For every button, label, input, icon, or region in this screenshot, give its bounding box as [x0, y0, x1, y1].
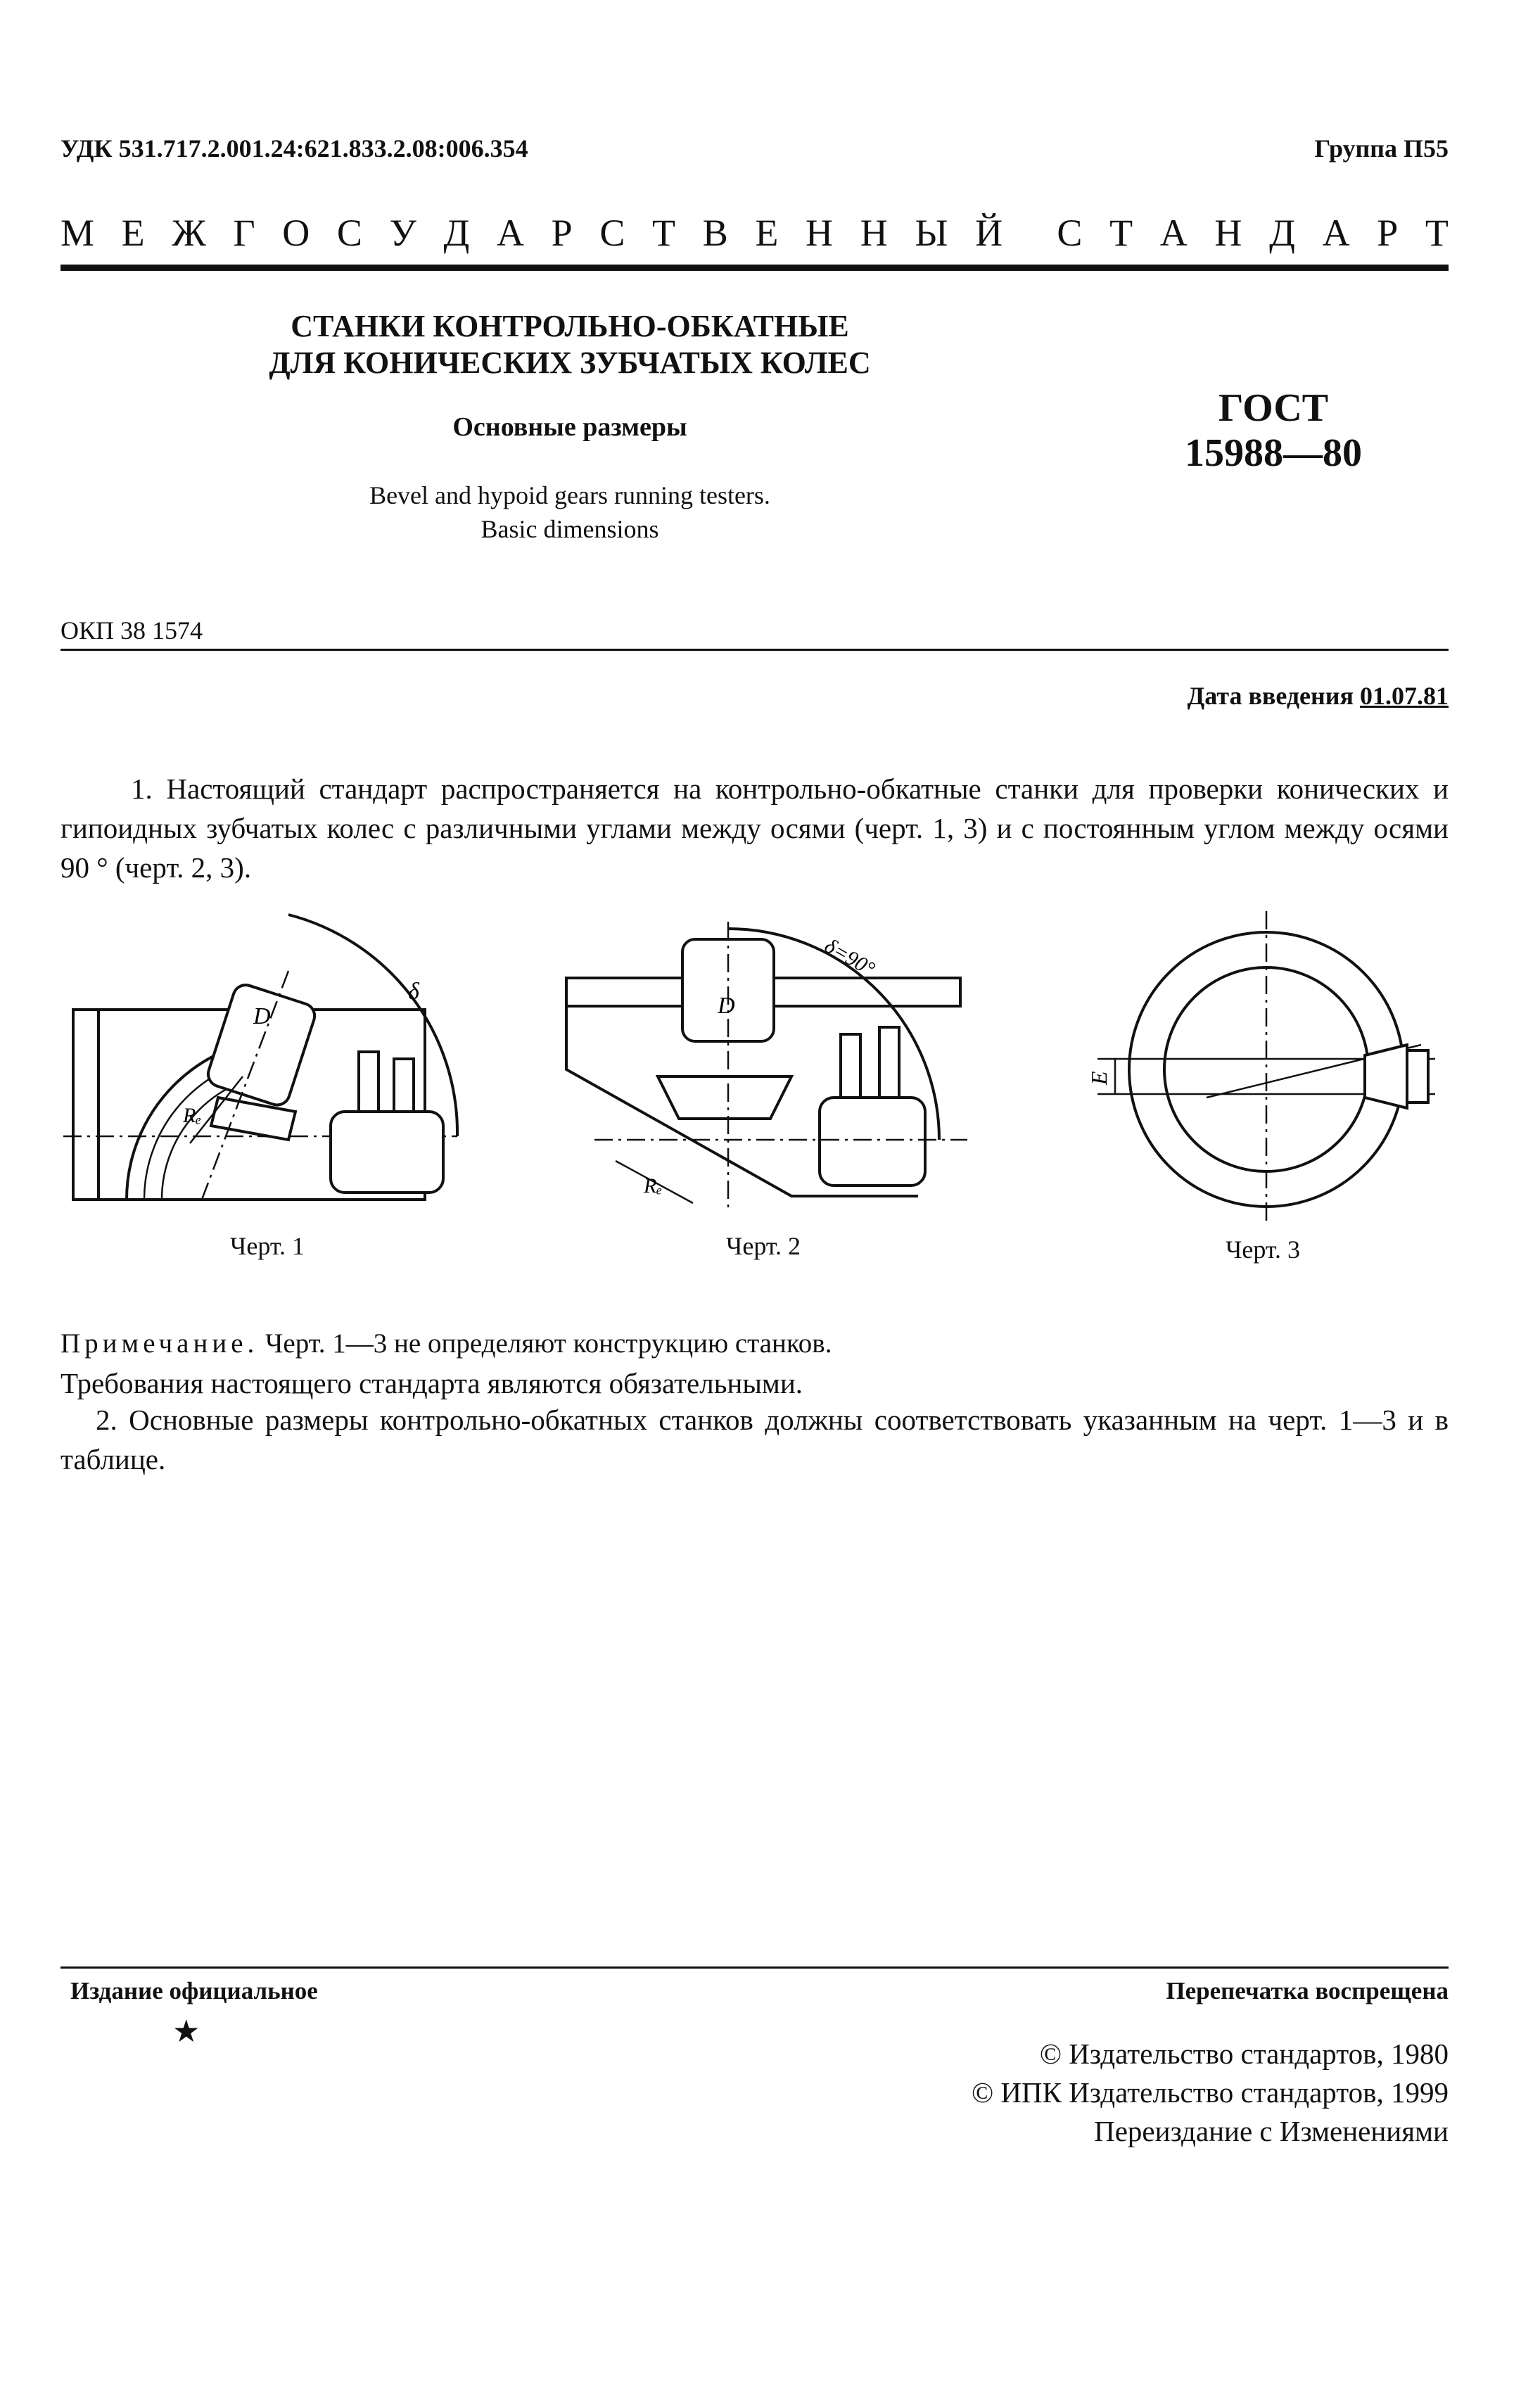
figure-2-caption: Черт. 2 [726, 1232, 801, 1260]
gost-code: 15988—80 [1185, 431, 1362, 475]
fig3-pinion-shaft [1407, 1050, 1428, 1102]
heading-letter: Й [975, 212, 1003, 254]
title-line-1: СТАНКИ КОНТРОЛЬНО-ОБКАТНЫЕ [291, 309, 849, 343]
heading-letter: Р [551, 212, 573, 254]
heading-letter: В [702, 212, 728, 254]
figure-3-drawing [1055, 904, 1449, 1228]
intro-date [1188, 681, 1449, 711]
heading-letter: А [496, 212, 524, 254]
footer-rule [61, 1966, 1449, 1969]
paragraph-1: 1. Настоящий стандарт распространяется на контрольно-обкатные станки для проверки конических и гипоидных зубчатых колес с различными углами между осями (черт. 1, 3) и с постоянным углом между осями 90 ° (черт. 2, 3). [61, 773, 1449, 884]
title-line-2: ДЛЯ КОНИЧЕСКИХ ЗУБЧАТЫХ КОЛЕС [269, 345, 871, 380]
note-text: Черт. 1—3 не определяют конструкцию станков. [258, 1328, 832, 1359]
intro-date-label: Дата введения [1187, 682, 1360, 710]
group-code: Группа П55 [1314, 134, 1449, 163]
heading-letter: Д [443, 212, 470, 254]
gost-label: ГОСТ [1218, 386, 1329, 430]
requirement-text: Требования настоящего стандарта являются обязательными. [61, 1367, 803, 1399]
figure-2-drawing [559, 908, 981, 1217]
document-title [162, 308, 978, 381]
fig2-second-head [820, 1098, 925, 1186]
heading-letter: Т [1425, 212, 1449, 254]
fig2-gear [658, 1076, 791, 1119]
fig2-label-d: D [718, 993, 735, 1019]
gost-number [1097, 386, 1449, 476]
heading-letter: М [61, 212, 95, 254]
reprint-note: Переиздание с Изменениями [1094, 2115, 1449, 2147]
interstate-standard-heading [61, 211, 1449, 255]
english-title-line-2: Basic dimensions [481, 515, 659, 543]
figure-1-caption: Черт. 1 [230, 1232, 305, 1260]
intro-date-value: 01.07.81 [1360, 682, 1449, 710]
heading-letter: У [389, 212, 416, 254]
note-label: Примечание. [61, 1328, 259, 1359]
english-title [162, 478, 978, 546]
heading-letter: Р [1377, 212, 1399, 254]
fig1-label-re: Rₑ [183, 1104, 202, 1127]
okp-code: ОКП 38 1574 [61, 616, 203, 644]
figure-3-caption: Черт. 3 [1226, 1235, 1300, 1264]
fig2-post-2 [879, 1027, 899, 1098]
heading-letter: Т [652, 212, 676, 254]
heading-letter: А [1159, 212, 1188, 254]
heading-letter: Н [860, 212, 888, 254]
fig2-label-re: Rₑ [644, 1174, 663, 1197]
fig1-post-2 [394, 1059, 414, 1112]
english-title-line-1: Bevel and hypoid gears running testers. [369, 481, 770, 509]
okp-rule [61, 649, 1449, 651]
fig1-second-head [331, 1112, 443, 1193]
heading-letter: Н [806, 212, 834, 254]
heading-letter: С [336, 212, 362, 254]
fig1-delta-arc [288, 915, 457, 1136]
copyright-1980: © Издательство стандартов, 1980 [1039, 2038, 1449, 2070]
fig1-spindle-head [205, 981, 317, 1108]
heading-letter: Ж [172, 212, 206, 254]
fig3-pinion [1365, 1045, 1407, 1108]
document-subtitle: Основные размеры [452, 412, 687, 442]
heading-letter: Ы [915, 212, 948, 254]
heading-letter: Г [233, 212, 255, 254]
fig2-post-1 [841, 1034, 860, 1098]
heading-letter: Д [1269, 212, 1295, 254]
heading-letter: Н [1214, 212, 1242, 254]
heading-letter: О [282, 212, 310, 254]
heading-letter: С [1057, 212, 1083, 254]
fig2-label-angle: δ=90° [820, 934, 879, 981]
heading-letter: Е [755, 212, 779, 254]
heading-letter: А [1322, 212, 1350, 254]
official-edition: Издание официальное [70, 1977, 318, 2004]
paragraph-2: 2. Основные размеры контрольно-обкатных станков должны соответствовать указанным на черт. 1—3 и в таблице. [61, 1404, 1449, 1475]
heading-letter: Т [1109, 212, 1133, 254]
heading-letter: Е [121, 212, 145, 254]
figure-1-drawing [63, 901, 499, 1224]
reprint-prohibited: Перепечатка воспрещена [1166, 1977, 1449, 2004]
star-mark: ★ [172, 2014, 201, 2049]
copyright-1999: © ИПК Издательство стандартов, 1999 [971, 2076, 1449, 2109]
fig3-label-e: E [1086, 1071, 1112, 1085]
udk-code: УДК 531.717.2.001.24:621.833.2.08:006.354 [61, 134, 528, 163]
fig3-outer-circle [1129, 932, 1404, 1207]
heading-letter: С [599, 212, 625, 254]
fig1-label-delta: δ [408, 979, 419, 1005]
fig1-post-1 [359, 1052, 378, 1112]
fig1-label-d: D [253, 1003, 271, 1029]
note [61, 1324, 1449, 1364]
header-rule [61, 265, 1449, 271]
